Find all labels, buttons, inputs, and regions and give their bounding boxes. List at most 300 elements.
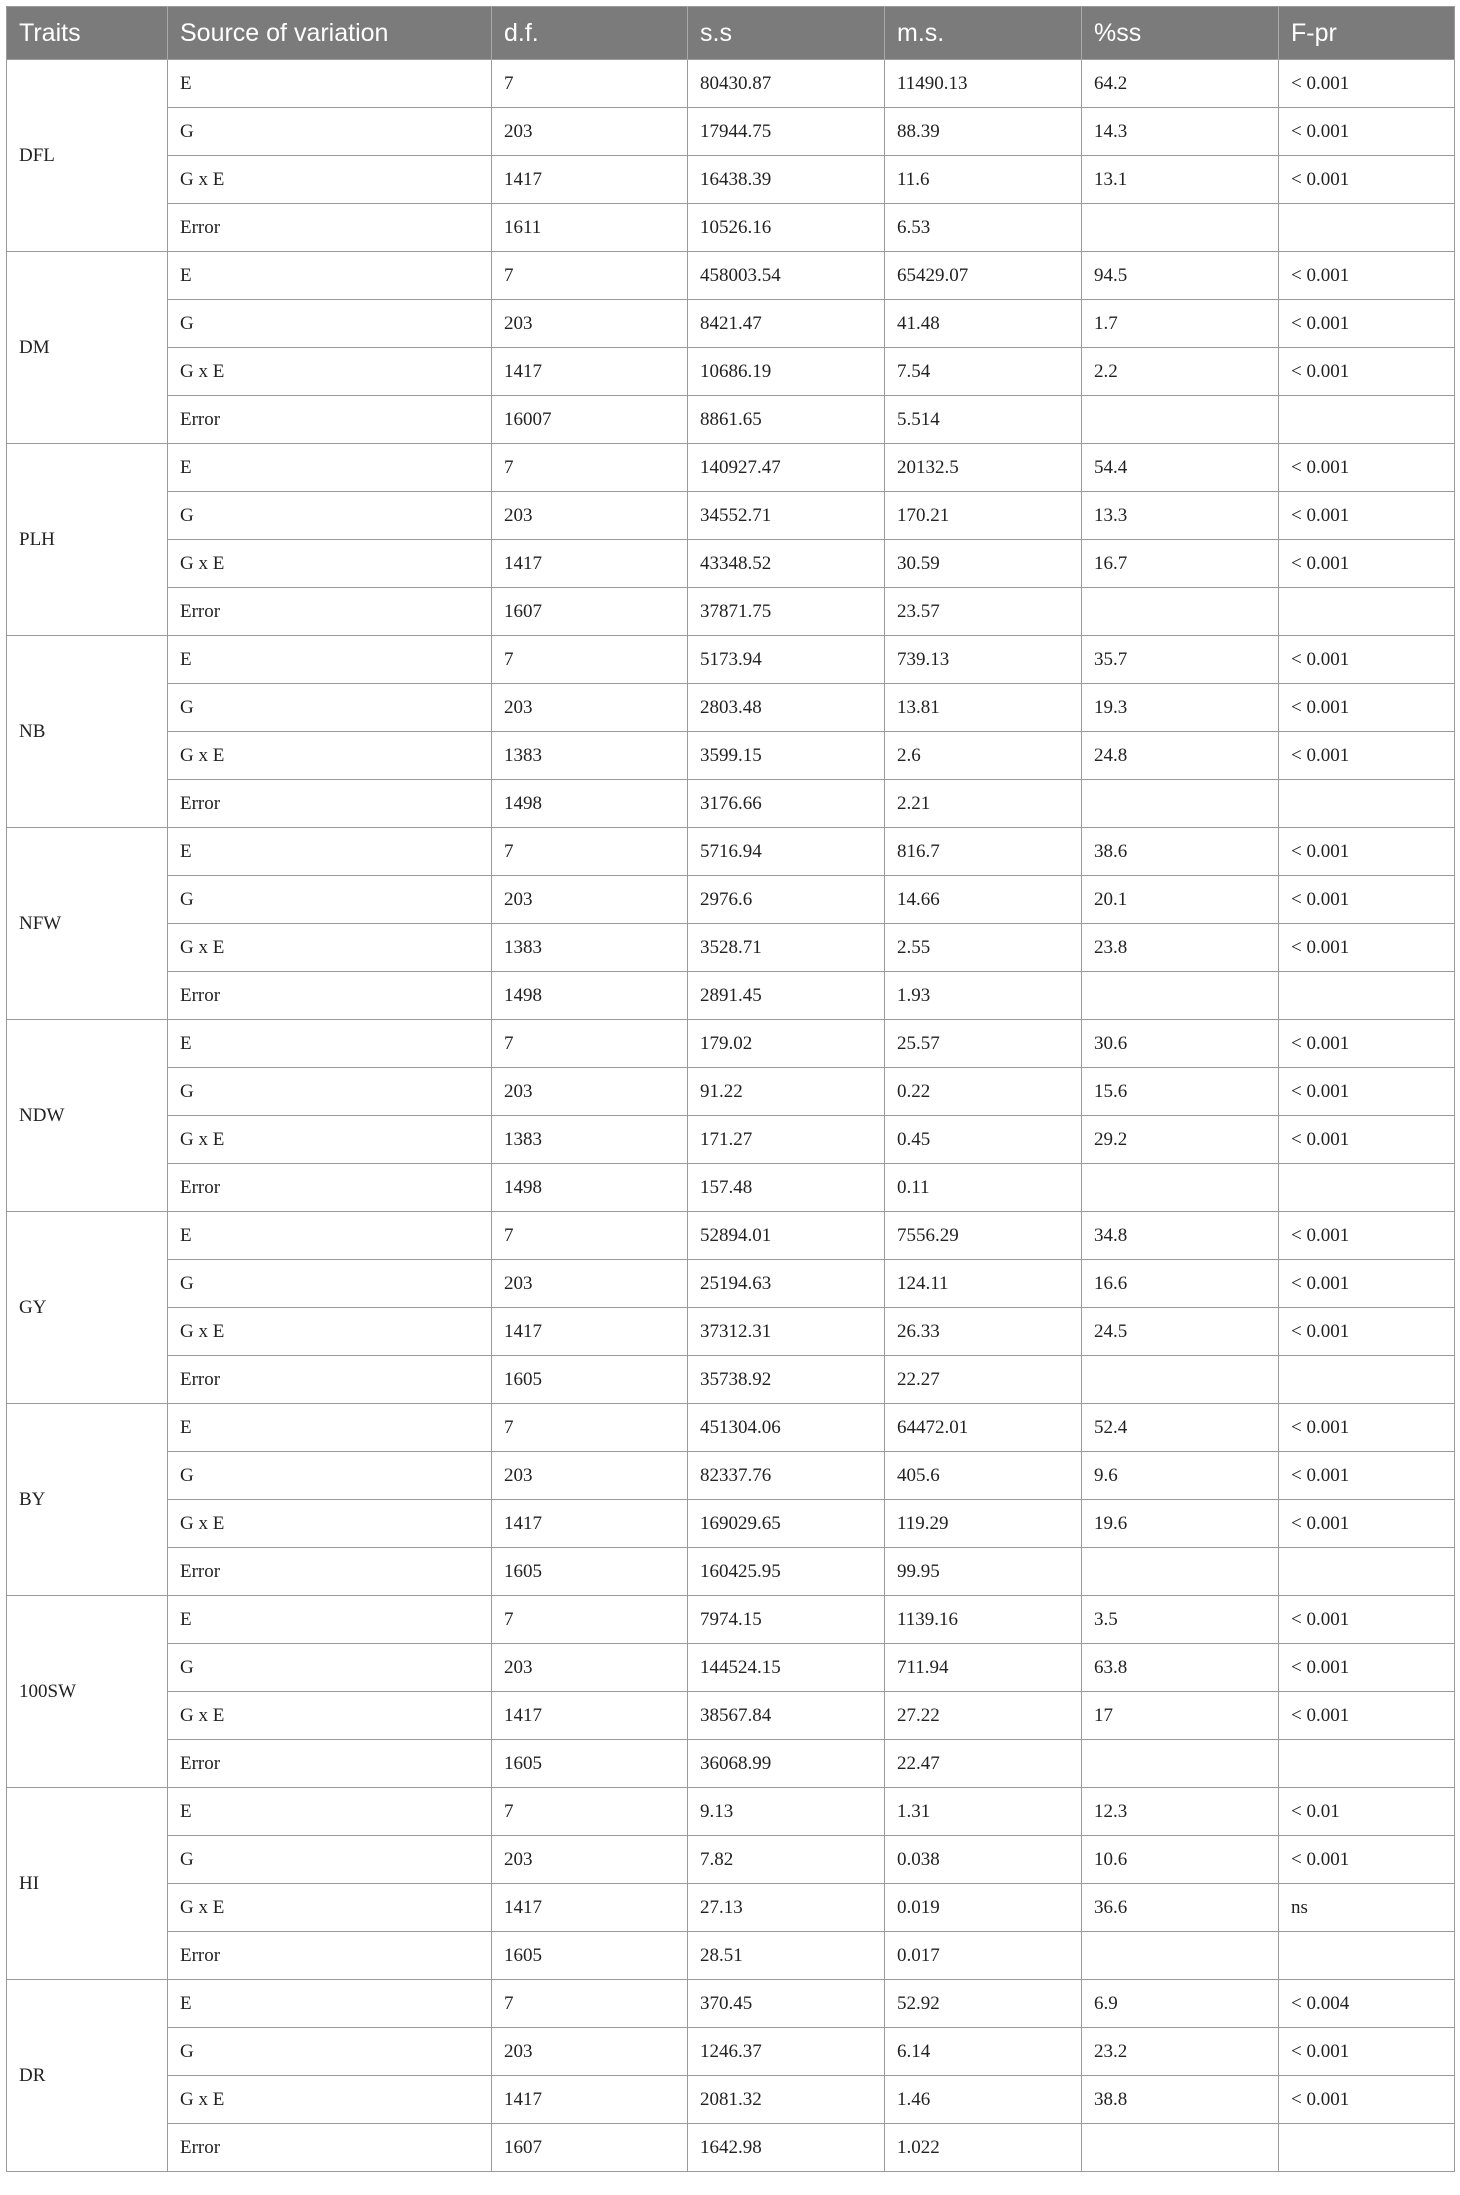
table-row [7,636,1455,684]
ss-cell: 171.27 [688,1116,885,1164]
percent-ss-cell: 35.7 [1082,636,1279,684]
table-row [7,1068,1455,1116]
table-row [7,540,1455,588]
ms-cell: 1.31 [885,1788,1082,1836]
table-row [7,252,1455,300]
f-pr-cell: < 0.001 [1279,1596,1455,1644]
ms-cell: 0.22 [885,1068,1082,1116]
f-pr-cell [1279,1740,1455,1788]
df-cell: 203 [492,684,688,732]
df-cell: 7 [492,60,688,108]
ms-cell: 64472.01 [885,1404,1082,1452]
source-cell: Error [168,1356,492,1404]
df-cell: 1605 [492,1548,688,1596]
df-cell: 1607 [492,588,688,636]
ss-cell: 8861.65 [688,396,885,444]
percent-ss-cell [1082,972,1279,1020]
df-cell: 1383 [492,732,688,780]
df-cell: 1607 [492,2124,688,2172]
source-cell: Error [168,1164,492,1212]
ss-cell: 7.82 [688,1836,885,1884]
source-cell: G [168,108,492,156]
percent-ss-cell: 13.1 [1082,156,1279,204]
percent-ss-cell: 12.3 [1082,1788,1279,1836]
ss-cell: 91.22 [688,1068,885,1116]
percent-ss-cell: 17 [1082,1692,1279,1740]
table-row [7,828,1455,876]
ms-cell: 0.017 [885,1932,1082,1980]
f-pr-cell [1279,396,1455,444]
ms-cell: 22.47 [885,1740,1082,1788]
percent-ss-cell: 20.1 [1082,876,1279,924]
f-pr-cell: < 0.001 [1279,1308,1455,1356]
table-row [7,2124,1455,2172]
header-df: d.f. [492,7,688,60]
f-pr-cell: < 0.001 [1279,1116,1455,1164]
source-cell: G x E [168,732,492,780]
df-cell: 7 [492,636,688,684]
ss-cell: 52894.01 [688,1212,885,1260]
percent-ss-cell: 1.7 [1082,300,1279,348]
percent-ss-cell: 9.6 [1082,1452,1279,1500]
ss-cell: 451304.06 [688,1404,885,1452]
df-cell: 1417 [492,348,688,396]
ss-cell: 28.51 [688,1932,885,1980]
f-pr-cell: < 0.001 [1279,1020,1455,1068]
percent-ss-cell [1082,1356,1279,1404]
f-pr-cell: < 0.001 [1279,1644,1455,1692]
table-row [7,444,1455,492]
df-cell: 1417 [492,156,688,204]
anova-table [6,6,1455,2172]
trait-cell: BY [7,1404,168,1596]
df-cell: 203 [492,1836,688,1884]
f-pr-cell: < 0.001 [1279,1692,1455,1740]
source-cell: G [168,684,492,732]
table-row [7,1308,1455,1356]
table-row [7,204,1455,252]
percent-ss-cell: 52.4 [1082,1404,1279,1452]
percent-ss-cell [1082,588,1279,636]
table-row [7,1596,1455,1644]
f-pr-cell: < 0.001 [1279,2028,1455,2076]
table-row [7,1020,1455,1068]
percent-ss-cell [1082,1932,1279,1980]
f-pr-cell [1279,1548,1455,1596]
df-cell: 1605 [492,1740,688,1788]
f-pr-cell: < 0.001 [1279,636,1455,684]
ss-cell: 25194.63 [688,1260,885,1308]
ss-cell: 1246.37 [688,2028,885,2076]
percent-ss-cell [1082,396,1279,444]
ss-cell: 144524.15 [688,1644,885,1692]
source-cell: Error [168,780,492,828]
table-row [7,1980,1455,2028]
f-pr-cell: < 0.001 [1279,828,1455,876]
df-cell: 1417 [492,1500,688,1548]
f-pr-cell: < 0.001 [1279,1212,1455,1260]
ms-cell: 711.94 [885,1644,1082,1692]
f-pr-cell: < 0.001 [1279,2076,1455,2124]
percent-ss-cell: 2.2 [1082,348,1279,396]
table-row [7,156,1455,204]
source-cell: G x E [168,1500,492,1548]
df-cell: 1605 [492,1932,688,1980]
source-cell: G x E [168,1308,492,1356]
table-row [7,684,1455,732]
source-cell: Error [168,204,492,252]
table-row [7,1260,1455,1308]
f-pr-cell: < 0.001 [1279,876,1455,924]
table-row [7,1116,1455,1164]
ss-cell: 8421.47 [688,300,885,348]
source-cell: E [168,252,492,300]
df-cell: 1611 [492,204,688,252]
trait-cell: GY [7,1212,168,1404]
table-row [7,1788,1455,1836]
f-pr-cell [1279,204,1455,252]
ss-cell: 35738.92 [688,1356,885,1404]
percent-ss-cell: 64.2 [1082,60,1279,108]
df-cell: 7 [492,1788,688,1836]
df-cell: 7 [492,252,688,300]
df-cell: 7 [492,1596,688,1644]
percent-ss-cell: 24.5 [1082,1308,1279,1356]
ss-cell: 7974.15 [688,1596,885,1644]
ss-cell: 2976.6 [688,876,885,924]
f-pr-cell [1279,972,1455,1020]
ss-cell: 38567.84 [688,1692,885,1740]
ms-cell: 11490.13 [885,60,1082,108]
header-ss: s.s [688,7,885,60]
table-row [7,876,1455,924]
ms-cell: 65429.07 [885,252,1082,300]
trait-cell: DM [7,252,168,444]
table-row [7,396,1455,444]
table-row [7,1404,1455,1452]
f-pr-cell: < 0.001 [1279,444,1455,492]
percent-ss-cell [1082,204,1279,252]
percent-ss-cell: 19.3 [1082,684,1279,732]
source-cell: G [168,876,492,924]
f-pr-cell: < 0.001 [1279,1500,1455,1548]
trait-cell: DR [7,1980,168,2172]
ms-cell: 27.22 [885,1692,1082,1740]
percent-ss-cell: 16.7 [1082,540,1279,588]
ms-cell: 1.93 [885,972,1082,1020]
percent-ss-cell: 14.3 [1082,108,1279,156]
ms-cell: 119.29 [885,1500,1082,1548]
ms-cell: 405.6 [885,1452,1082,1500]
ms-cell: 170.21 [885,492,1082,540]
source-cell: G [168,2028,492,2076]
source-cell: Error [168,1932,492,1980]
ms-cell: 0.038 [885,1836,1082,1884]
percent-ss-cell: 23.8 [1082,924,1279,972]
percent-ss-cell [1082,2124,1279,2172]
ss-cell: 17944.75 [688,108,885,156]
ms-cell: 23.57 [885,588,1082,636]
source-cell: G [168,300,492,348]
f-pr-cell: < 0.001 [1279,732,1455,780]
source-cell: G [168,1452,492,1500]
source-cell: G x E [168,2076,492,2124]
ms-cell: 7.54 [885,348,1082,396]
source-cell: G [168,1836,492,1884]
source-cell: E [168,1212,492,1260]
f-pr-cell: < 0.01 [1279,1788,1455,1836]
header-traits: Traits [7,7,168,60]
source-cell: E [168,1980,492,2028]
header-row [7,7,1455,60]
ms-cell: 30.59 [885,540,1082,588]
table-row [7,108,1455,156]
ss-cell: 370.45 [688,1980,885,2028]
f-pr-cell [1279,2124,1455,2172]
header-source-of-variation: Source of variation [168,7,492,60]
source-cell: E [168,828,492,876]
f-pr-cell: < 0.001 [1279,348,1455,396]
f-pr-cell: < 0.001 [1279,924,1455,972]
ms-cell: 11.6 [885,156,1082,204]
source-cell: Error [168,972,492,1020]
table-row [7,588,1455,636]
ss-cell: 37871.75 [688,588,885,636]
trait-cell: PLH [7,444,168,636]
table-row [7,1164,1455,1212]
f-pr-cell: < 0.001 [1279,300,1455,348]
f-pr-cell [1279,780,1455,828]
df-cell: 203 [492,1068,688,1116]
f-pr-cell [1279,1932,1455,1980]
table-row [7,1740,1455,1788]
df-cell: 1498 [492,972,688,1020]
percent-ss-cell [1082,780,1279,828]
f-pr-cell: < 0.001 [1279,156,1455,204]
source-cell: E [168,1020,492,1068]
f-pr-cell: < 0.001 [1279,492,1455,540]
percent-ss-cell [1082,1164,1279,1212]
ss-cell: 2891.45 [688,972,885,1020]
table-row [7,492,1455,540]
ss-cell: 140927.47 [688,444,885,492]
df-cell: 203 [492,2028,688,2076]
ms-cell: 25.57 [885,1020,1082,1068]
ms-cell: 2.21 [885,780,1082,828]
df-cell: 203 [492,876,688,924]
f-pr-cell: < 0.001 [1279,1260,1455,1308]
percent-ss-cell: 34.8 [1082,1212,1279,1260]
source-cell: E [168,444,492,492]
ss-cell: 43348.52 [688,540,885,588]
ss-cell: 1642.98 [688,2124,885,2172]
f-pr-cell: < 0.001 [1279,1068,1455,1116]
ss-cell: 3176.66 [688,780,885,828]
ms-cell: 13.81 [885,684,1082,732]
source-cell: Error [168,1548,492,1596]
ms-cell: 2.55 [885,924,1082,972]
ss-cell: 80430.87 [688,60,885,108]
df-cell: 7 [492,1212,688,1260]
ss-cell: 10526.16 [688,204,885,252]
source-cell: G x E [168,540,492,588]
ms-cell: 41.48 [885,300,1082,348]
percent-ss-cell: 3.5 [1082,1596,1279,1644]
df-cell: 1417 [492,540,688,588]
ss-cell: 160425.95 [688,1548,885,1596]
source-cell: Error [168,1740,492,1788]
trait-cell: HI [7,1788,168,1980]
df-cell: 1498 [492,1164,688,1212]
source-cell: E [168,1596,492,1644]
source-cell: G x E [168,1692,492,1740]
df-cell: 1383 [492,924,688,972]
percent-ss-cell: 30.6 [1082,1020,1279,1068]
ss-cell: 16438.39 [688,156,885,204]
percent-ss-cell [1082,1548,1279,1596]
f-pr-cell: < 0.001 [1279,60,1455,108]
table-row [7,1452,1455,1500]
ms-cell: 816.7 [885,828,1082,876]
f-pr-cell: < 0.001 [1279,1836,1455,1884]
ms-cell: 739.13 [885,636,1082,684]
df-cell: 1417 [492,1308,688,1356]
source-cell: E [168,636,492,684]
source-cell: G x E [168,1884,492,1932]
ss-cell: 2081.32 [688,2076,885,2124]
ss-cell: 34552.71 [688,492,885,540]
ms-cell: 1139.16 [885,1596,1082,1644]
f-pr-cell: < 0.001 [1279,540,1455,588]
ms-cell: 2.6 [885,732,1082,780]
df-cell: 1383 [492,1116,688,1164]
ms-cell: 22.27 [885,1356,1082,1404]
ms-cell: 1.022 [885,2124,1082,2172]
df-cell: 1417 [492,2076,688,2124]
table-row [7,300,1455,348]
percent-ss-cell: 23.2 [1082,2028,1279,2076]
f-pr-cell: < 0.001 [1279,1452,1455,1500]
percent-ss-cell: 38.6 [1082,828,1279,876]
source-cell: G x E [168,924,492,972]
table-row [7,972,1455,1020]
table-row [7,2028,1455,2076]
table-row [7,732,1455,780]
table-row [7,1836,1455,1884]
source-cell: G [168,1260,492,1308]
table-row [7,1692,1455,1740]
df-cell: 1417 [492,1692,688,1740]
trait-cell: DFL [7,60,168,252]
f-pr-cell: < 0.004 [1279,1980,1455,2028]
ms-cell: 6.53 [885,204,1082,252]
source-cell: E [168,1404,492,1452]
table-row [7,1356,1455,1404]
table-row [7,1884,1455,1932]
table-row [7,60,1455,108]
ms-cell: 0.019 [885,1884,1082,1932]
percent-ss-cell: 13.3 [1082,492,1279,540]
source-cell: Error [168,2124,492,2172]
ss-cell: 3599.15 [688,732,885,780]
source-cell: E [168,60,492,108]
ss-cell: 169029.65 [688,1500,885,1548]
df-cell: 203 [492,1452,688,1500]
f-pr-cell: < 0.001 [1279,108,1455,156]
df-cell: 203 [492,300,688,348]
f-pr-cell [1279,1356,1455,1404]
df-cell: 7 [492,444,688,492]
percent-ss-cell: 6.9 [1082,1980,1279,2028]
header-f-pr: F-pr [1279,7,1455,60]
ss-cell: 82337.76 [688,1452,885,1500]
source-cell: G x E [168,348,492,396]
table-body [7,60,1455,2172]
ss-cell: 2803.48 [688,684,885,732]
trait-cell: NFW [7,828,168,1020]
df-cell: 1417 [492,1884,688,1932]
ms-cell: 124.11 [885,1260,1082,1308]
trait-cell: NB [7,636,168,828]
df-cell: 7 [492,1404,688,1452]
percent-ss-cell: 54.4 [1082,444,1279,492]
df-cell: 7 [492,1980,688,2028]
df-cell: 7 [492,828,688,876]
ms-cell: 0.11 [885,1164,1082,1212]
table-row [7,1212,1455,1260]
source-cell: G [168,1068,492,1116]
f-pr-cell: ns [1279,1884,1455,1932]
table-row [7,1932,1455,1980]
table-row [7,1548,1455,1596]
ms-cell: 14.66 [885,876,1082,924]
ss-cell: 179.02 [688,1020,885,1068]
percent-ss-cell: 24.8 [1082,732,1279,780]
df-cell: 16007 [492,396,688,444]
percent-ss-cell: 94.5 [1082,252,1279,300]
ss-cell: 157.48 [688,1164,885,1212]
ms-cell: 20132.5 [885,444,1082,492]
ms-cell: 99.95 [885,1548,1082,1596]
f-pr-cell: < 0.001 [1279,684,1455,732]
ss-cell: 3528.71 [688,924,885,972]
trait-cell: 100SW [7,1596,168,1788]
percent-ss-cell: 63.8 [1082,1644,1279,1692]
table-row [7,924,1455,972]
ss-cell: 36068.99 [688,1740,885,1788]
df-cell: 1498 [492,780,688,828]
f-pr-cell: < 0.001 [1279,1404,1455,1452]
percent-ss-cell: 19.6 [1082,1500,1279,1548]
ss-cell: 458003.54 [688,252,885,300]
ss-cell: 5173.94 [688,636,885,684]
df-cell: 203 [492,108,688,156]
source-cell: G [168,1644,492,1692]
source-cell: Error [168,396,492,444]
header-percent-ss: %ss [1082,7,1279,60]
ms-cell: 5.514 [885,396,1082,444]
df-cell: 1605 [492,1356,688,1404]
ss-cell: 10686.19 [688,348,885,396]
percent-ss-cell: 10.6 [1082,1836,1279,1884]
ss-cell: 37312.31 [688,1308,885,1356]
percent-ss-cell: 38.8 [1082,2076,1279,2124]
f-pr-cell [1279,588,1455,636]
source-cell: E [168,1788,492,1836]
source-cell: G x E [168,156,492,204]
header-ms: m.s. [885,7,1082,60]
df-cell: 203 [492,492,688,540]
